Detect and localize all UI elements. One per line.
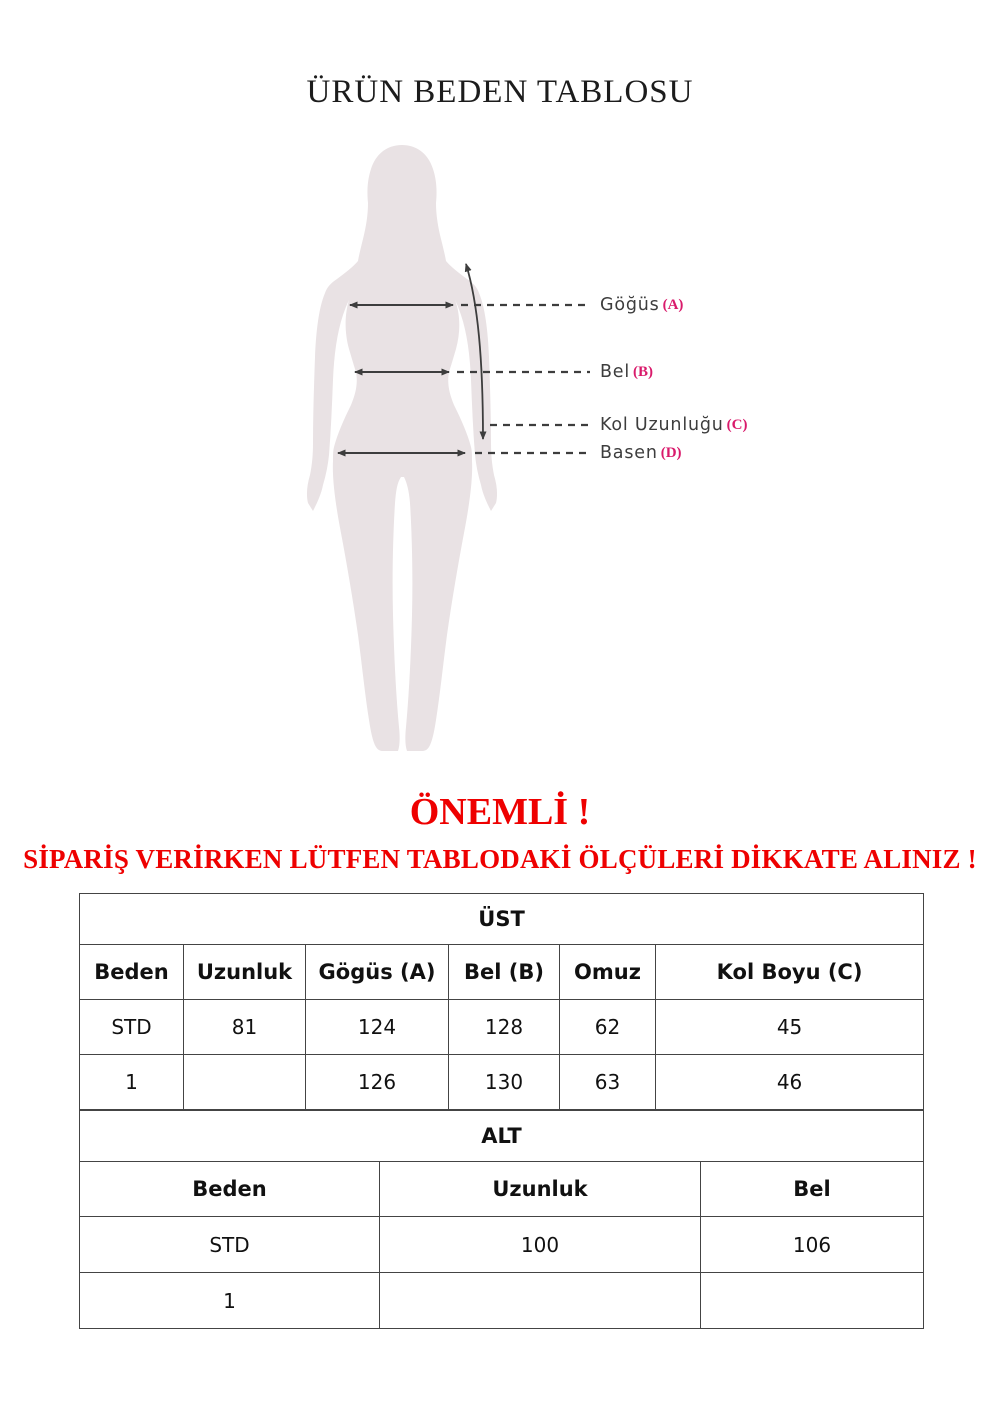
data-cell: STD bbox=[80, 1217, 380, 1273]
measurement-label-waist bbox=[600, 360, 653, 384]
size-table-alt bbox=[79, 1110, 924, 1329]
label-code: (B) bbox=[633, 363, 654, 380]
table-row bbox=[80, 1273, 924, 1329]
important-heading: ÖNEMLİ ! bbox=[409, 791, 591, 833]
data-cell: 1 bbox=[80, 1055, 184, 1110]
ust-header-bel: Bel (B) bbox=[449, 945, 560, 1000]
alt-section-title: ALT bbox=[80, 1111, 924, 1162]
data-cell: 124 bbox=[306, 1000, 449, 1055]
label-code: (A) bbox=[662, 296, 684, 313]
silhouette-path bbox=[307, 145, 497, 751]
data-cell: 106 bbox=[701, 1217, 924, 1273]
data-cell: STD bbox=[80, 1000, 184, 1055]
ust-header-kol-boyu: Kol Boyu (C) bbox=[656, 945, 924, 1000]
size-table-ust bbox=[79, 893, 924, 1110]
body-silhouette bbox=[285, 135, 615, 767]
ust-header-gogus: Gögüs (A) bbox=[306, 945, 449, 1000]
data-cell: 46 bbox=[656, 1055, 924, 1110]
alt-header-beden: Beden bbox=[80, 1162, 380, 1217]
data-cell bbox=[184, 1055, 306, 1110]
data-cell: 130 bbox=[449, 1055, 560, 1110]
data-cell: 1 bbox=[80, 1273, 380, 1329]
data-cell bbox=[701, 1273, 924, 1329]
warning-text: SİPARİŞ VERİRKEN LÜTFEN TABLODAKİ ÖLÇÜLERİ DİKKATE ALINIZ ! bbox=[23, 844, 977, 874]
label-text: Göğüs bbox=[600, 295, 660, 315]
ust-header-beden: Beden bbox=[80, 945, 184, 1000]
measurement-label-chest bbox=[600, 293, 683, 317]
data-cell: 126 bbox=[306, 1055, 449, 1110]
ust-section-title: ÜST bbox=[80, 894, 924, 945]
alt-header-uzunluk: Uzunluk bbox=[380, 1162, 701, 1217]
page-title: ÜRÜN BEDEN TABLOSU bbox=[306, 74, 694, 110]
table-row bbox=[80, 1000, 924, 1055]
data-cell bbox=[380, 1273, 701, 1329]
data-cell: 81 bbox=[184, 1000, 306, 1055]
measurement-label-arm-length bbox=[600, 413, 748, 437]
ust-header-uzunluk: Uzunluk bbox=[184, 945, 306, 1000]
label-text: Kol Uzunluğu bbox=[600, 415, 724, 435]
data-cell: 62 bbox=[560, 1000, 656, 1055]
size-tables bbox=[79, 893, 923, 1329]
data-cell: 128 bbox=[449, 1000, 560, 1055]
data-cell: 100 bbox=[380, 1217, 701, 1273]
table-row bbox=[80, 1217, 924, 1273]
alt-header-bel: Bel bbox=[701, 1162, 924, 1217]
label-code: (C) bbox=[726, 416, 748, 433]
label-code: (D) bbox=[660, 444, 682, 461]
data-cell: 63 bbox=[560, 1055, 656, 1110]
data-cell: 45 bbox=[656, 1000, 924, 1055]
ust-header-omuz: Omuz bbox=[560, 945, 656, 1000]
measurement-label-hip bbox=[600, 441, 682, 465]
label-text: Basen bbox=[600, 443, 658, 463]
table-row bbox=[80, 1055, 924, 1110]
measurement-figure bbox=[285, 135, 755, 767]
label-text: Bel bbox=[600, 362, 631, 382]
